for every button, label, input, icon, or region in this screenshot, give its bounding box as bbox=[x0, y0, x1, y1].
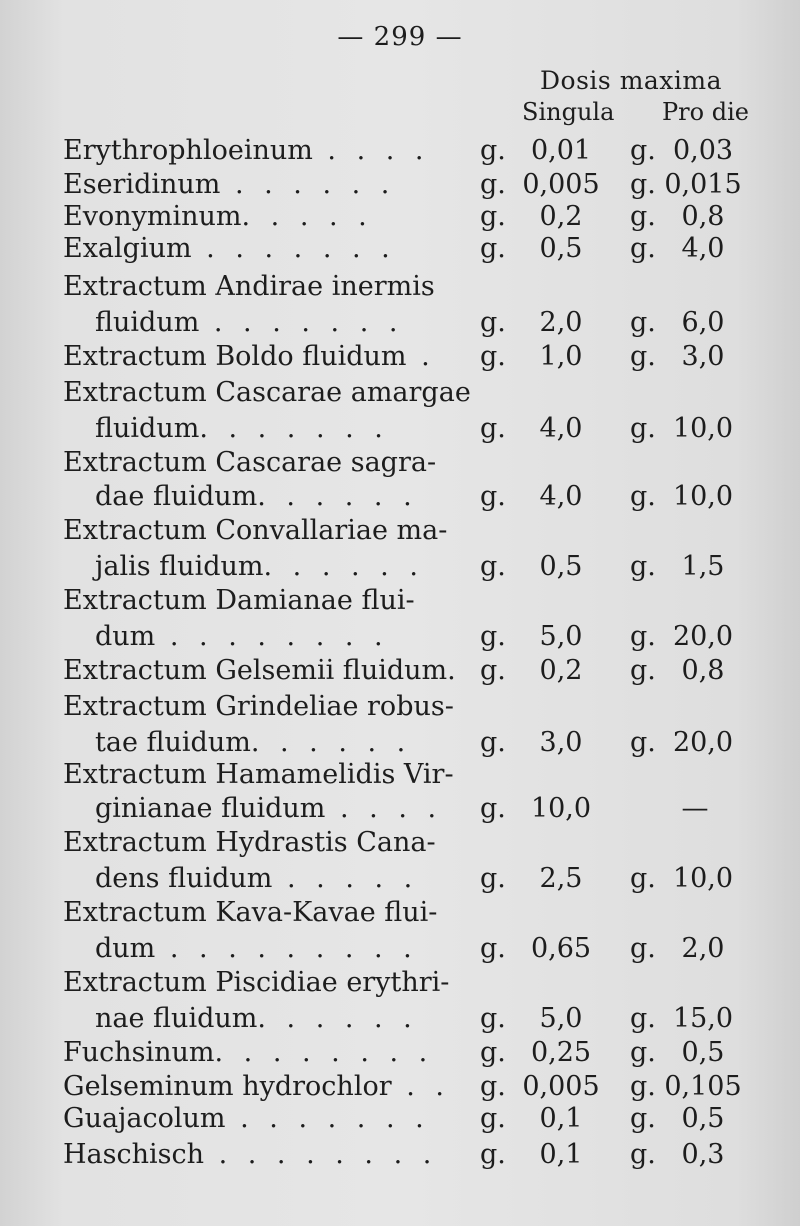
single-dose: 2,0 bbox=[539, 307, 583, 338]
unit-label: g. bbox=[630, 201, 656, 232]
substance-name-continued: ginianae fluidum . . . . bbox=[95, 793, 443, 824]
dose-row-first-line bbox=[0, 896, 800, 930]
column-header-single: Singula bbox=[522, 98, 615, 126]
unit-label: g. bbox=[630, 1003, 656, 1034]
single-dose: 3,0 bbox=[539, 727, 583, 758]
page-number: — 299 — bbox=[337, 22, 463, 52]
unit-label: g. bbox=[630, 341, 656, 372]
single-dose: 5,0 bbox=[539, 621, 583, 652]
unit-label: g. bbox=[630, 933, 656, 964]
dose-row bbox=[0, 1138, 800, 1172]
column-group-header: Dosis maxima bbox=[540, 66, 723, 95]
substance-name-continued: dae fluidum. . . . . . bbox=[95, 481, 418, 512]
dose-row bbox=[0, 550, 800, 584]
unit-label: g. bbox=[480, 1037, 506, 1068]
substance-name-continued: tae fluidum. . . . . . bbox=[95, 727, 412, 758]
substance-name: Extractum Boldo fluidum . bbox=[63, 341, 436, 372]
daily-dose: 1,5 bbox=[681, 551, 725, 582]
single-dose: 0,5 bbox=[539, 551, 583, 582]
single-dose: 4,0 bbox=[539, 481, 583, 512]
unit-label: g. bbox=[630, 135, 656, 166]
dose-row-first-line bbox=[0, 270, 800, 304]
unit-label: g. bbox=[480, 1071, 506, 1102]
substance-name-continued: dum . . . . . . . . bbox=[95, 621, 389, 652]
unit-label: g. bbox=[630, 727, 656, 758]
unit-label: g. bbox=[480, 481, 506, 512]
daily-dose: 2,0 bbox=[681, 933, 725, 964]
column-header-per-day: Pro die bbox=[662, 98, 749, 126]
unit-label: g. bbox=[480, 727, 506, 758]
single-dose: 0,2 bbox=[539, 655, 583, 686]
substance-name: Fuchsinum. . . . . . . . bbox=[63, 1037, 434, 1068]
dose-row bbox=[0, 932, 800, 966]
single-dose: 1,0 bbox=[539, 341, 583, 372]
unit-label: g. bbox=[480, 341, 506, 372]
substance-name: Haschisch . . . . . . . . bbox=[63, 1139, 438, 1170]
single-dose: 0,1 bbox=[539, 1103, 583, 1134]
unit-label: g. bbox=[480, 135, 506, 166]
unit-label: g. bbox=[630, 233, 656, 264]
substance-name: Eseridinum . . . . . . bbox=[63, 169, 396, 200]
daily-dose: 0,8 bbox=[681, 655, 725, 686]
single-dose: 0,5 bbox=[539, 233, 583, 264]
unit-label: g. bbox=[630, 863, 656, 894]
dose-row bbox=[0, 1036, 800, 1070]
substance-name: Extractum Cascarae sagra- bbox=[63, 447, 437, 478]
dose-row-first-line bbox=[0, 446, 800, 480]
unit-label: g. bbox=[480, 551, 506, 582]
substance-name: Extractum Convallariae ma- bbox=[63, 515, 448, 546]
dose-row bbox=[0, 1070, 800, 1104]
daily-dose: 0,5 bbox=[681, 1103, 725, 1134]
dose-row bbox=[0, 480, 800, 514]
single-dose: 5,0 bbox=[539, 1003, 583, 1034]
dose-row bbox=[0, 1102, 800, 1136]
dose-row-first-line bbox=[0, 826, 800, 860]
dose-row bbox=[0, 620, 800, 654]
dose-row bbox=[0, 168, 800, 202]
daily-dose: 0,3 bbox=[681, 1139, 725, 1170]
daily-dose: 0,015 bbox=[664, 169, 742, 200]
substance-name: Erythrophloeinum . . . . bbox=[63, 135, 430, 166]
substance-name-continued: dens fluidum . . . . . bbox=[95, 863, 419, 894]
dose-row-first-line bbox=[0, 758, 800, 792]
unit-label: g. bbox=[480, 169, 506, 200]
unit-label: g. bbox=[480, 621, 506, 652]
daily-dose: 20,0 bbox=[672, 727, 734, 758]
unit-label: g. bbox=[630, 307, 656, 338]
daily-dose: 10,0 bbox=[672, 413, 734, 444]
dose-row bbox=[0, 654, 800, 688]
unit-label: g. bbox=[630, 481, 656, 512]
daily-dose: 0,105 bbox=[664, 1071, 742, 1102]
substance-name: Extractum Gelsemii fluidum. bbox=[63, 655, 456, 686]
substance-name: Extractum Hydrastis Cana- bbox=[63, 827, 436, 858]
single-dose: 0,01 bbox=[530, 135, 592, 166]
dose-row bbox=[0, 1002, 800, 1036]
dose-row bbox=[0, 792, 800, 826]
dose-row-first-line bbox=[0, 966, 800, 1000]
unit-label: g. bbox=[480, 793, 506, 824]
unit-label: g. bbox=[480, 307, 506, 338]
unit-label: g. bbox=[630, 1103, 656, 1134]
substance-name: Extractum Damianae flui- bbox=[63, 585, 415, 616]
single-dose: 0,005 bbox=[522, 1071, 600, 1102]
unit-label: g. bbox=[480, 1103, 506, 1134]
unit-label: g. bbox=[480, 1003, 506, 1034]
substance-name: Gelseminum hydrochlor . . bbox=[63, 1071, 450, 1102]
dose-row bbox=[0, 232, 800, 266]
dose-row bbox=[0, 340, 800, 374]
substance-name: Extractum Piscidiae erythri- bbox=[63, 967, 450, 998]
daily-dose-empty: — bbox=[681, 793, 709, 824]
daily-dose: 20,0 bbox=[672, 621, 734, 652]
unit-label: g. bbox=[630, 1037, 656, 1068]
substance-name: Extractum Kava-Kavae flui- bbox=[63, 897, 438, 928]
single-dose: 4,0 bbox=[539, 413, 583, 444]
unit-label: g. bbox=[630, 655, 656, 686]
unit-label: g. bbox=[630, 413, 656, 444]
single-dose: 2,5 bbox=[539, 863, 583, 894]
unit-label: g. bbox=[630, 621, 656, 652]
daily-dose: 4,0 bbox=[681, 233, 725, 264]
daily-dose: 0,03 bbox=[672, 135, 734, 166]
single-dose: 0,65 bbox=[530, 933, 592, 964]
unit-label: g. bbox=[480, 233, 506, 264]
single-dose: 10,0 bbox=[530, 793, 592, 824]
single-dose: 0,2 bbox=[539, 201, 583, 232]
unit-label: g. bbox=[480, 413, 506, 444]
unit-label: g. bbox=[480, 201, 506, 232]
unit-label: g. bbox=[480, 863, 506, 894]
dose-row-first-line bbox=[0, 690, 800, 724]
substance-name: Extractum Cascarae amargae bbox=[63, 377, 471, 408]
daily-dose: 10,0 bbox=[672, 863, 734, 894]
dose-row-first-line bbox=[0, 376, 800, 410]
substance-name: Extractum Grindeliae robus- bbox=[63, 691, 454, 722]
unit-label: g. bbox=[480, 655, 506, 686]
substance-name-continued: jalis fluidum. . . . . . bbox=[95, 551, 424, 582]
substance-name: Guajacolum . . . . . . . bbox=[63, 1103, 430, 1134]
dose-row bbox=[0, 862, 800, 896]
unit-label: g. bbox=[480, 1139, 506, 1170]
single-dose: 0,25 bbox=[530, 1037, 592, 1068]
single-dose: 0,005 bbox=[522, 169, 600, 200]
dose-row bbox=[0, 412, 800, 446]
substance-name: Evonyminum. . . . . bbox=[63, 201, 373, 232]
dose-row-first-line bbox=[0, 514, 800, 548]
substance-name: Exalgium . . . . . . . bbox=[63, 233, 396, 264]
substance-name-continued: fluidum. . . . . . . bbox=[95, 413, 389, 444]
substance-name-continued: nae fluidum. . . . . . bbox=[95, 1003, 418, 1034]
unit-label: g. bbox=[480, 933, 506, 964]
substance-name: Extractum Andirae inermis bbox=[63, 271, 435, 302]
daily-dose: 0,5 bbox=[681, 1037, 725, 1068]
daily-dose: 15,0 bbox=[672, 1003, 734, 1034]
daily-dose: 3,0 bbox=[681, 341, 725, 372]
unit-label: g. bbox=[630, 1071, 656, 1102]
substance-name-continued: fluidum . . . . . . . bbox=[95, 307, 404, 338]
daily-dose: 6,0 bbox=[681, 307, 725, 338]
substance-name-continued: dum . . . . . . . . . bbox=[95, 933, 418, 964]
dose-row bbox=[0, 200, 800, 234]
single-dose: 0,1 bbox=[539, 1139, 583, 1170]
substance-name: Extractum Hamamelidis Vir- bbox=[63, 759, 454, 790]
daily-dose: 10,0 bbox=[672, 481, 734, 512]
dose-row bbox=[0, 134, 800, 168]
unit-label: g. bbox=[630, 1139, 656, 1170]
unit-label: g. bbox=[630, 169, 656, 200]
dose-row bbox=[0, 726, 800, 760]
dose-row-first-line bbox=[0, 584, 800, 618]
dose-row bbox=[0, 306, 800, 340]
unit-label: g. bbox=[630, 551, 656, 582]
daily-dose: 0,8 bbox=[681, 201, 725, 232]
